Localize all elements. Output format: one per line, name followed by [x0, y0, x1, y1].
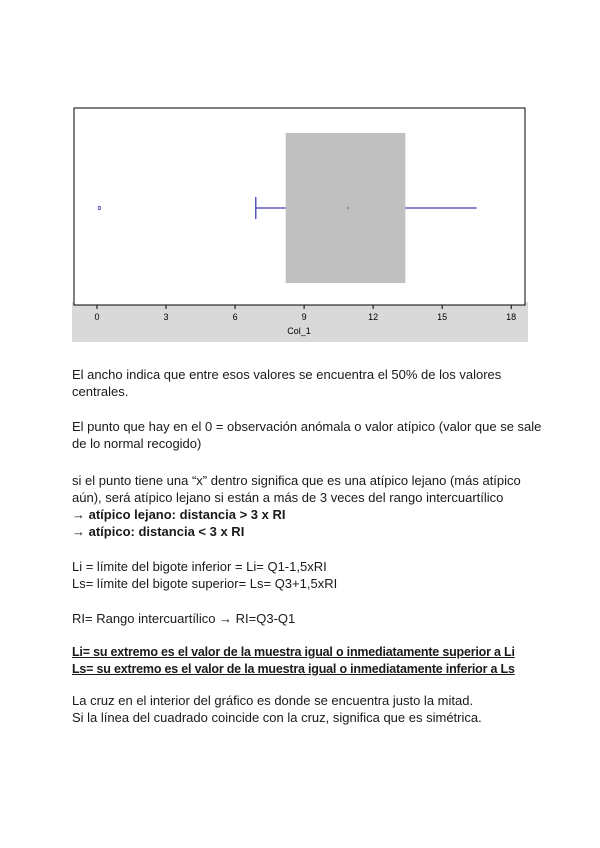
- upper-whisker-end-rule: Ls= su extremo es el valor de la muestra igual o inmediatamente inferior a Ls: [72, 662, 515, 676]
- x-tick-label: 18: [506, 312, 517, 322]
- iqr-box: [286, 133, 406, 283]
- axis-band: [72, 302, 528, 342]
- median-cross-explanation: La cruz en el interior del gráfico es donde se encuentra justo la mitad.: [72, 693, 474, 708]
- x-axis-title: Col_1: [287, 326, 311, 336]
- upper-limit-formula: Ls= límite del bigote superior= Ls= Q3+1,5xRI: [72, 576, 338, 591]
- far-outlier-explanation: si el punto tiene una “x” dentro significa que es una atípico lejano (más atípico aún), será atípico lejano si están a más de 3 veces del rango intercuartílico: [72, 473, 521, 505]
- lower-whisker-end-rule: Li= su extremo es el valor de la muestra igual o inmediatamente superior a Li: [72, 645, 515, 659]
- paragraph-whisker-ends: [72, 644, 552, 678]
- x-tick-label: 12: [368, 312, 379, 322]
- far-outlier-rule: → atípico lejano: distancia > 3 x RI: [72, 507, 286, 522]
- x-tick-label: 15: [437, 312, 448, 322]
- paragraph-far-outlier: [72, 472, 552, 540]
- symmetry-explanation: Si la línea del cuadrado coincide con la cruz, significa que es simétrica.: [72, 710, 482, 725]
- paragraph-iqr-definition: RI= Rango intercuartílico → RI=Q3-Q1: [72, 611, 296, 626]
- x-tick-label: 0: [94, 312, 100, 322]
- boxplot-chart: [72, 104, 528, 342]
- paragraph-median-cross: [72, 692, 552, 726]
- paragraph-whisker-limits: [72, 558, 552, 592]
- paragraph-iqr-width: El ancho indica que entre esos valores se encuentra el 50% de los valores centrales.: [72, 367, 502, 399]
- x-tick-label: 6: [232, 312, 238, 322]
- outlier-rule: → atípico: distancia < 3 x RI: [72, 524, 245, 539]
- paragraph-outlier-point: El punto que hay en el 0 = observación anómala o valor atípico (valor que se sale de lo normal recogido): [72, 419, 542, 451]
- x-tick-label: 3: [163, 312, 169, 322]
- lower-limit-formula: Li = límite del bigote inferior = Li= Q1-1,5xRI: [72, 559, 327, 574]
- boxplot-svg: [72, 104, 528, 342]
- x-tick-label: 9: [301, 312, 307, 322]
